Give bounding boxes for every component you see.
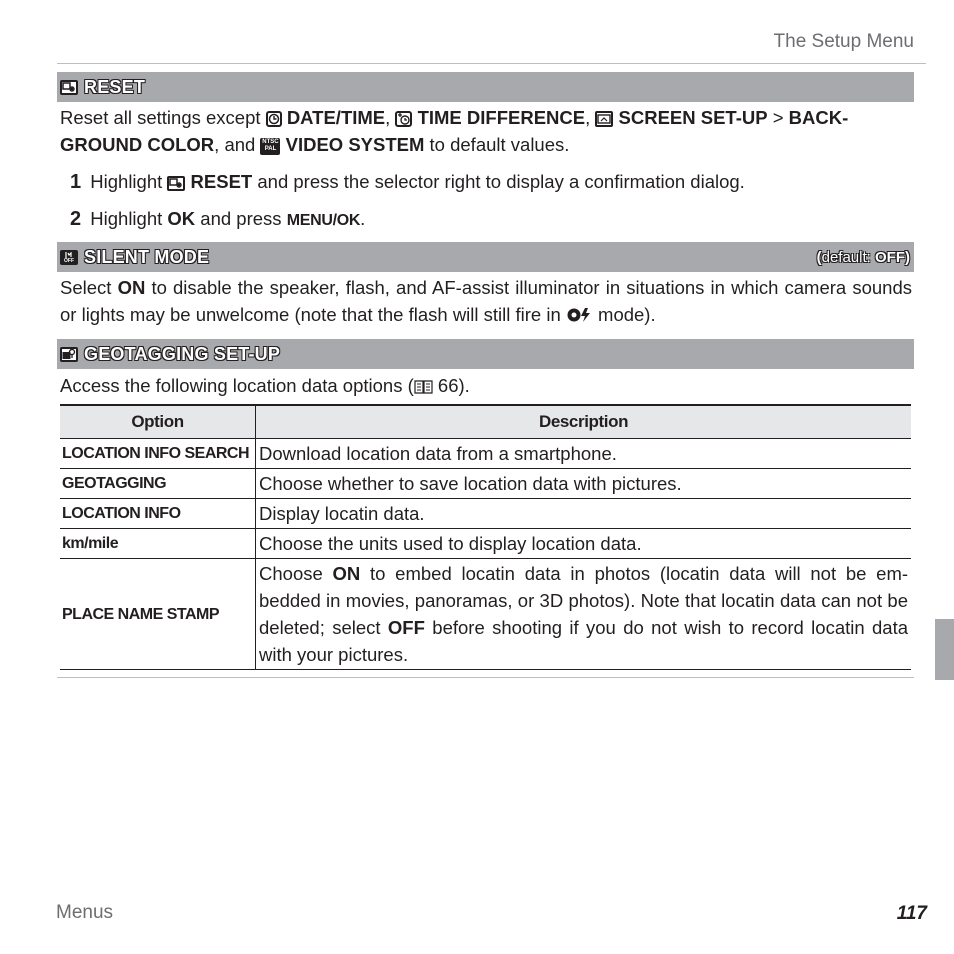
reset-step-2 xyxy=(70,205,365,234)
column-header-option: Option xyxy=(60,405,256,439)
on-label: ON xyxy=(332,563,361,584)
silent-mode-icon xyxy=(60,250,78,265)
section-bar-reset xyxy=(57,72,914,102)
option-cell: km/mile xyxy=(60,529,256,559)
chapter-thumb-tab xyxy=(935,619,954,680)
page-number: 117 xyxy=(896,903,927,924)
step-text: and press xyxy=(200,208,282,229)
section-title-reset: RESET xyxy=(84,76,146,97)
paren-close: ) xyxy=(905,248,910,266)
background-color-label-b: GROUND COLOR xyxy=(60,134,215,155)
reset-description xyxy=(60,104,912,158)
table-row xyxy=(60,559,911,670)
section-end-divider xyxy=(57,677,914,678)
paren-open: ( xyxy=(816,248,822,266)
table-row xyxy=(60,469,911,499)
time-difference-icon xyxy=(395,111,412,127)
geotagging-intro xyxy=(60,372,912,399)
option-cell: LOCATION INFO SEARCH xyxy=(60,439,256,469)
header-divider xyxy=(57,63,926,64)
table-header-row xyxy=(60,405,911,439)
date-time-label: DATE/TIME xyxy=(286,107,386,128)
menu-ok-button-label: MENU/OK xyxy=(286,212,361,229)
step-number: 2 xyxy=(70,208,82,230)
ok-label: OK xyxy=(167,208,196,229)
description-cell: Download location data from a smartphone. xyxy=(256,439,912,469)
comma: , xyxy=(585,107,591,128)
default-value-indicator xyxy=(817,249,910,266)
page-reference: 66 xyxy=(437,375,459,396)
reset-text-end: to default values. xyxy=(429,134,570,155)
geotagging-icon xyxy=(60,347,78,362)
desc-text: before shooting if you do not wish to record locatin data with your pictures. xyxy=(259,617,909,665)
description-cell: Choose the units used to display location data. xyxy=(256,529,912,559)
geotag-intro-text: Access the following location data options ( xyxy=(60,375,414,396)
reset-text: Reset all settings except xyxy=(60,107,261,128)
option-cell: PLACE NAME STAMP xyxy=(60,559,256,670)
reset-step-1 xyxy=(70,168,745,196)
description-cell xyxy=(256,559,912,670)
default-label: default: xyxy=(821,248,871,266)
section-bar-geotagging xyxy=(57,339,914,369)
step-text: Highlight xyxy=(90,171,163,192)
section-bar-silent-mode xyxy=(57,242,914,272)
screen-setup-label: SCREEN SET-UP xyxy=(618,107,768,128)
running-header: The Setup Menu xyxy=(773,31,914,52)
screen-setup-icon xyxy=(595,111,613,127)
background-color-label-a: BACK- xyxy=(788,107,849,128)
reset-label: RESET xyxy=(190,171,253,192)
footer-section-name: Menus xyxy=(56,902,114,923)
silent-text: Select xyxy=(60,277,112,298)
time-difference-label: TIME DIFFERENCE xyxy=(417,107,586,128)
book-icon xyxy=(414,374,433,389)
desc-text: Choose xyxy=(259,563,323,584)
step-text: and press the selector right to display a confirmation dialog. xyxy=(257,171,745,192)
off-label: OFF xyxy=(387,617,425,638)
silent-icon-text: OFF xyxy=(64,257,74,264)
and-text: , and xyxy=(214,134,256,155)
video-system-icon xyxy=(260,138,280,155)
geotag-intro-text: ). xyxy=(458,375,470,396)
option-cell: LOCATION INFO xyxy=(60,499,256,529)
period: . xyxy=(360,208,366,229)
description-cell: Display locatin data. xyxy=(256,499,912,529)
video-system-label: VIDEO SYSTEM xyxy=(285,134,425,155)
step-text: Highlight xyxy=(90,208,163,229)
default-value: OFF xyxy=(875,248,905,266)
reset-icon xyxy=(60,80,78,95)
silent-text: mode). xyxy=(598,304,656,325)
silent-mode-description xyxy=(60,274,912,330)
section-title-geotagging: GEOTAGGING SET-UP xyxy=(84,343,281,364)
description-cell: Choose whether to save location data with pictures. xyxy=(256,469,912,499)
reset-icon xyxy=(167,176,185,191)
geotagging-options-table xyxy=(60,404,911,670)
video-icon-text: NTSC PAL xyxy=(262,138,279,152)
table-row xyxy=(60,439,911,469)
comma: , xyxy=(385,107,391,128)
silent-text: to disable the speaker, flash, and AF-assist illuminator in situations in which camera sounds or lights may be unwelcome (note that the flash will still fire in xyxy=(60,277,912,325)
table-row xyxy=(60,499,911,529)
clock-icon xyxy=(266,111,282,127)
greater-than: > xyxy=(772,107,784,128)
option-cell: GEOTAGGING xyxy=(60,469,256,499)
step-number: 1 xyxy=(70,171,82,193)
table-row xyxy=(60,529,911,559)
desc-text: to embed locatin data in photos (locatin data will not be em-bedded in movies, panoramas, or 3D photos). Note that locatin data can not be deleted; select xyxy=(259,563,909,638)
flash-mode-icon xyxy=(566,303,593,330)
column-header-description: Description xyxy=(256,405,912,439)
on-label: ON xyxy=(117,277,146,298)
section-title-silent-mode: SILENT MODE xyxy=(84,246,210,267)
